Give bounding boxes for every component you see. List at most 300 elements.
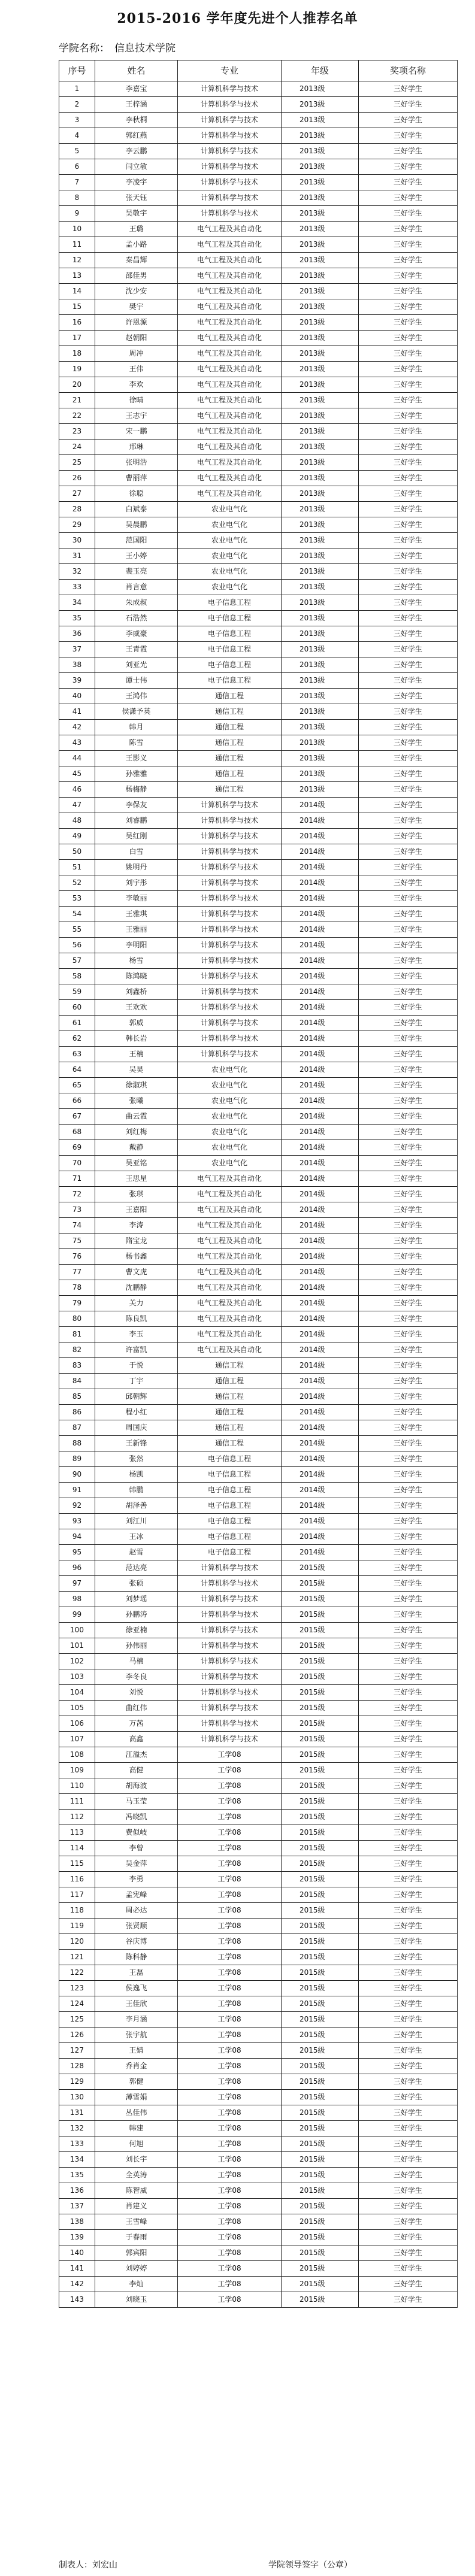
grade-cell: 2015级	[282, 2277, 359, 2292]
table-row	[59, 1794, 458, 1810]
table-row	[59, 1062, 458, 1078]
award-name-cell: 三好学生	[359, 751, 458, 766]
major-cell: 电子信息工程	[178, 1514, 282, 1529]
award-name-cell: 三好学生	[359, 2292, 458, 2308]
award-name-cell: 三好学生	[359, 1187, 458, 1202]
student-name-cell: 李欢	[95, 377, 178, 393]
table-row	[59, 657, 458, 673]
award-name-cell: 三好学生	[359, 1327, 458, 1342]
grade-cell: 2014级	[282, 1062, 359, 1078]
grade-cell: 2013级	[282, 782, 359, 798]
row-no-cell: 71	[59, 1171, 95, 1187]
row-no-cell: 8	[59, 190, 95, 206]
table-row	[59, 1841, 458, 1856]
award-name-cell: 三好学生	[359, 580, 458, 595]
table-row	[59, 548, 458, 564]
award-name-cell: 三好学生	[359, 2043, 458, 2059]
award-name-cell: 三好学生	[359, 1763, 458, 1778]
row-no-cell: 142	[59, 2277, 95, 2292]
major-cell: 计算机科学与技术	[178, 875, 282, 891]
table-body	[59, 81, 458, 2308]
award-name-cell: 三好学生	[359, 1856, 458, 1872]
row-no-cell: 56	[59, 938, 95, 953]
major-cell: 电气工程及其自动化	[178, 1218, 282, 1234]
award-name-cell: 三好学生	[359, 159, 458, 175]
major-cell: 电气工程及其自动化	[178, 346, 282, 362]
row-no-cell: 85	[59, 1389, 95, 1405]
student-name-cell: 赵朝阳	[95, 331, 178, 346]
major-cell: 电气工程及其自动化	[178, 471, 282, 486]
major-cell: 计算机科学与技术	[178, 1560, 282, 1576]
grade-cell: 2013级	[282, 533, 359, 548]
student-name-cell: 马玉莹	[95, 1794, 178, 1810]
award-name-cell: 三好学生	[359, 331, 458, 346]
row-no-cell: 128	[59, 2059, 95, 2074]
student-name-cell: 王思星	[95, 1171, 178, 1187]
grade-cell: 2013级	[282, 408, 359, 424]
row-no-cell: 33	[59, 580, 95, 595]
header-grade: 年级	[282, 60, 359, 81]
recommendation-table	[59, 60, 458, 2308]
grade-cell: 2015级	[282, 1965, 359, 1981]
student-name-cell: 王雅丽	[95, 922, 178, 938]
table-row	[59, 206, 458, 222]
major-cell: 通信工程	[178, 1405, 282, 1420]
student-name-cell: 邵佳男	[95, 268, 178, 284]
table-row	[59, 502, 458, 517]
award-name-cell: 三好学生	[359, 1810, 458, 1825]
grade-cell: 2015级	[282, 2090, 359, 2105]
row-no-cell: 125	[59, 2012, 95, 2028]
award-name-cell: 三好学生	[359, 1981, 458, 1996]
major-cell: 计算机科学与技术	[178, 969, 282, 984]
table-row	[59, 299, 458, 315]
award-name-cell: 三好学生	[359, 626, 458, 642]
table-row	[59, 860, 458, 875]
award-name-cell: 三好学生	[359, 190, 458, 206]
grade-cell: 2013级	[282, 502, 359, 517]
header-award: 奖项名称	[359, 60, 458, 81]
major-cell: 电气工程及其自动化	[178, 1249, 282, 1265]
row-no-cell: 87	[59, 1420, 95, 1436]
major-cell: 工学08	[178, 2277, 282, 2292]
student-name-cell: 高鑫	[95, 1732, 178, 1747]
table-row	[59, 1560, 458, 1576]
row-no-cell: 115	[59, 1856, 95, 1872]
student-name-cell: 韩鹏	[95, 1483, 178, 1498]
row-no-cell: 24	[59, 440, 95, 455]
row-no-cell: 47	[59, 798, 95, 813]
grade-cell: 2015级	[282, 1872, 359, 1887]
award-name-cell: 三好学生	[359, 1654, 458, 1669]
major-cell: 工学08	[178, 1934, 282, 1950]
grade-cell: 2014级	[282, 1420, 359, 1436]
row-no-cell: 74	[59, 1218, 95, 1234]
major-cell: 工学08	[178, 2152, 282, 2168]
table-row	[59, 113, 458, 128]
student-name-cell: 石浩然	[95, 611, 178, 626]
award-name-cell: 三好学生	[359, 393, 458, 408]
award-name-cell: 三好学生	[359, 829, 458, 844]
award-name-cell: 三好学生	[359, 237, 458, 253]
grade-cell: 2014级	[282, 1545, 359, 1560]
student-name-cell: 范国阳	[95, 533, 178, 548]
student-name-cell: 刘睿鹏	[95, 813, 178, 829]
student-name-cell: 吴敬宇	[95, 206, 178, 222]
row-no-cell: 135	[59, 2168, 95, 2183]
major-cell: 计算机科学与技术	[178, 1669, 282, 1685]
row-no-cell: 7	[59, 175, 95, 190]
grade-cell: 2015级	[282, 1716, 359, 1732]
table-row	[59, 1763, 458, 1778]
grade-cell: 2014级	[282, 1078, 359, 1093]
major-cell: 农业电气化	[178, 1140, 282, 1156]
table-row	[59, 1451, 458, 1467]
award-name-cell: 三好学生	[359, 875, 458, 891]
major-cell: 电气工程及其自动化	[178, 1202, 282, 1218]
student-name-cell: 徐晴	[95, 393, 178, 408]
award-name-cell: 三好学生	[359, 1047, 458, 1062]
major-cell: 电子信息工程	[178, 626, 282, 642]
award-name-cell: 三好学生	[359, 253, 458, 268]
grade-cell: 2014级	[282, 1249, 359, 1265]
row-no-cell: 58	[59, 969, 95, 984]
row-no-cell: 133	[59, 2136, 95, 2152]
major-cell: 计算机科学与技术	[178, 113, 282, 128]
grade-cell: 2015级	[282, 2183, 359, 2199]
grade-cell: 2014级	[282, 938, 359, 953]
grade-cell: 2014级	[282, 1234, 359, 1249]
table-row	[59, 1950, 458, 1965]
table-row	[59, 1856, 458, 1872]
row-no-cell: 37	[59, 642, 95, 657]
row-no-cell: 83	[59, 1358, 95, 1374]
major-cell: 计算机科学与技术	[178, 206, 282, 222]
student-name-cell: 范达亮	[95, 1560, 178, 1576]
row-no-cell: 39	[59, 673, 95, 689]
table-row	[59, 1109, 458, 1125]
student-name-cell: 沈少安	[95, 284, 178, 299]
student-name-cell: 刘宇彤	[95, 875, 178, 891]
major-cell: 工学08	[178, 1825, 282, 1841]
award-name-cell: 三好学生	[359, 1171, 458, 1187]
student-name-cell: 孙伟丽	[95, 1638, 178, 1654]
grade-cell: 2013级	[282, 595, 359, 611]
grade-cell: 2014级	[282, 1047, 359, 1062]
student-name-cell: 张宇航	[95, 2028, 178, 2043]
major-cell: 工学08	[178, 2245, 282, 2261]
table-row	[59, 97, 458, 113]
row-no-cell: 40	[59, 689, 95, 704]
award-name-cell: 三好学生	[359, 1436, 458, 1451]
major-cell: 电子信息工程	[178, 611, 282, 626]
student-name-cell: 刘悦	[95, 1685, 178, 1701]
table-row	[59, 1249, 458, 1265]
grade-cell: 2015级	[282, 1576, 359, 1592]
student-name-cell: 费似岐	[95, 1825, 178, 1841]
grade-cell: 2015级	[282, 1701, 359, 1716]
grade-cell: 2015级	[282, 1560, 359, 1576]
award-name-cell: 三好学生	[359, 642, 458, 657]
table-row	[59, 81, 458, 97]
award-name-cell: 三好学生	[359, 1389, 458, 1405]
grade-cell: 2014级	[282, 969, 359, 984]
table-row	[59, 2261, 458, 2277]
major-cell: 电气工程及其自动化	[178, 393, 282, 408]
table-row	[59, 533, 458, 548]
award-name-cell: 三好学生	[359, 1249, 458, 1265]
major-cell: 计算机科学与技术	[178, 1000, 282, 1016]
header-no: 序号	[59, 60, 95, 81]
student-name-cell: 吴红刚	[95, 829, 178, 844]
award-name-cell: 三好学生	[359, 315, 458, 331]
table-row	[59, 1810, 458, 1825]
table-row	[59, 829, 458, 844]
table-row	[59, 1171, 458, 1187]
grade-cell: 2013级	[282, 564, 359, 580]
row-no-cell: 116	[59, 1872, 95, 1887]
row-no-cell: 107	[59, 1732, 95, 1747]
award-name-cell: 三好学生	[359, 424, 458, 440]
row-no-cell: 5	[59, 144, 95, 159]
row-no-cell: 63	[59, 1047, 95, 1062]
table-row	[59, 2136, 458, 2152]
table-row	[59, 766, 458, 782]
row-no-cell: 17	[59, 331, 95, 346]
student-name-cell: 韩月	[95, 720, 178, 735]
student-name-cell: 许恩源	[95, 315, 178, 331]
row-no-cell: 137	[59, 2199, 95, 2214]
student-name-cell: 关力	[95, 1296, 178, 1311]
student-name-cell: 徐亚楠	[95, 1623, 178, 1638]
table-header-row	[59, 60, 458, 81]
grade-cell: 2015级	[282, 2230, 359, 2245]
major-cell: 工学08	[178, 1778, 282, 1794]
award-name-cell: 三好学生	[359, 2199, 458, 2214]
major-cell: 工学08	[178, 2121, 282, 2136]
grade-cell: 2013级	[282, 704, 359, 720]
grade-cell: 2015级	[282, 1887, 359, 1903]
major-cell: 工学08	[178, 1810, 282, 1825]
major-cell: 电气工程及其自动化	[178, 362, 282, 377]
major-cell: 工学08	[178, 1996, 282, 2012]
grade-cell: 2015级	[282, 2199, 359, 2214]
major-cell: 工学08	[178, 1919, 282, 1934]
student-name-cell: 孙鹏涛	[95, 1607, 178, 1623]
table-row	[59, 190, 458, 206]
award-name-cell: 三好学生	[359, 2214, 458, 2230]
student-name-cell: 张天钰	[95, 190, 178, 206]
table-row	[59, 922, 458, 938]
major-cell: 通信工程	[178, 704, 282, 720]
award-name-cell: 三好学生	[359, 1778, 458, 1794]
grade-cell: 2014级	[282, 798, 359, 813]
student-name-cell: 王楠	[95, 1047, 178, 1062]
grade-cell: 2013级	[282, 362, 359, 377]
table-row	[59, 2121, 458, 2136]
row-no-cell: 108	[59, 1747, 95, 1763]
student-name-cell: 肖建义	[95, 2199, 178, 2214]
table-row	[59, 1311, 458, 1327]
table-row	[59, 1420, 458, 1436]
row-no-cell: 35	[59, 611, 95, 626]
row-no-cell: 138	[59, 2214, 95, 2230]
grade-cell: 2015级	[282, 1747, 359, 1763]
student-name-cell: 曲云霞	[95, 1109, 178, 1125]
student-name-cell: 谷庆博	[95, 1934, 178, 1950]
grade-cell: 2014级	[282, 1016, 359, 1031]
major-cell: 农业电气化	[178, 1093, 282, 1109]
row-no-cell: 86	[59, 1405, 95, 1420]
award-name-cell: 三好学生	[359, 1016, 458, 1031]
header-major: 专业	[178, 60, 282, 81]
table-row	[59, 1701, 458, 1716]
table-row	[59, 1000, 458, 1016]
major-cell: 工学08	[178, 1903, 282, 1919]
student-name-cell: 张硕	[95, 1576, 178, 1592]
major-cell: 计算机科学与技术	[178, 159, 282, 175]
award-name-cell: 三好学生	[359, 1732, 458, 1747]
grade-cell: 2015级	[282, 2059, 359, 2074]
award-name-cell: 三好学生	[359, 2121, 458, 2136]
student-name-cell: 刘红梅	[95, 1125, 178, 1140]
student-name-cell: 白斌泰	[95, 502, 178, 517]
table-row	[59, 517, 458, 533]
award-name-cell: 三好学生	[359, 1483, 458, 1498]
award-name-cell: 三好学生	[359, 1825, 458, 1841]
grade-cell: 2013级	[282, 393, 359, 408]
major-cell: 电子信息工程	[178, 642, 282, 657]
award-name-cell: 三好学生	[359, 268, 458, 284]
award-name-cell: 三好学生	[359, 2230, 458, 2245]
major-cell: 计算机科学与技术	[178, 813, 282, 829]
award-name-cell: 三好学生	[359, 720, 458, 735]
grade-cell: 2013级	[282, 253, 359, 268]
major-cell: 工学08	[178, 1965, 282, 1981]
award-name-cell: 三好学生	[359, 1887, 458, 1903]
major-cell: 工学08	[178, 2059, 282, 2074]
major-cell: 农业电气化	[178, 502, 282, 517]
row-no-cell: 136	[59, 2183, 95, 2199]
table-row	[59, 1887, 458, 1903]
student-name-cell: 王欢欢	[95, 1000, 178, 1016]
row-no-cell: 9	[59, 206, 95, 222]
award-name-cell: 三好学生	[359, 657, 458, 673]
table-row	[59, 2230, 458, 2245]
major-cell: 计算机科学与技术	[178, 844, 282, 860]
major-cell: 计算机科学与技术	[178, 1576, 282, 1592]
row-no-cell: 52	[59, 875, 95, 891]
grade-cell: 2013级	[282, 626, 359, 642]
row-no-cell: 59	[59, 984, 95, 1000]
major-cell: 农业电气化	[178, 548, 282, 564]
major-cell: 计算机科学与技术	[178, 922, 282, 938]
table-row	[59, 268, 458, 284]
row-no-cell: 143	[59, 2292, 95, 2308]
table-row	[59, 1405, 458, 1420]
student-name-cell: 张贤顺	[95, 1919, 178, 1934]
table-row	[59, 938, 458, 953]
major-cell: 通信工程	[178, 1436, 282, 1451]
grade-cell: 2013级	[282, 346, 359, 362]
row-no-cell: 6	[59, 159, 95, 175]
award-name-cell: 三好学生	[359, 2277, 458, 2292]
student-name-cell: 陈智威	[95, 2183, 178, 2199]
award-name-cell: 三好学生	[359, 1872, 458, 1887]
table-row	[59, 1623, 458, 1638]
grade-cell: 2014级	[282, 1296, 359, 1311]
award-name-cell: 三好学生	[359, 2090, 458, 2105]
row-no-cell: 131	[59, 2105, 95, 2121]
major-cell: 计算机科学与技术	[178, 938, 282, 953]
major-cell: 计算机科学与技术	[178, 798, 282, 813]
row-no-cell: 122	[59, 1965, 95, 1981]
student-name-cell: 吴昊	[95, 1062, 178, 1078]
row-no-cell: 130	[59, 2090, 95, 2105]
row-no-cell: 31	[59, 548, 95, 564]
major-cell: 工学08	[178, 2199, 282, 2214]
student-name-cell: 吴金萍	[95, 1856, 178, 1872]
major-cell: 电子信息工程	[178, 1483, 282, 1498]
award-name-cell: 三好学生	[359, 1623, 458, 1638]
grade-cell: 2013级	[282, 144, 359, 159]
award-name-cell: 三好学生	[359, 1218, 458, 1234]
grade-cell: 2014级	[282, 1467, 359, 1483]
row-no-cell: 70	[59, 1156, 95, 1171]
major-cell: 工学08	[178, 2292, 282, 2308]
award-name-cell: 三好学生	[359, 1669, 458, 1685]
major-cell: 电气工程及其自动化	[178, 1342, 282, 1358]
student-name-cell: 刘梦瑶	[95, 1592, 178, 1607]
award-name-cell: 三好学生	[359, 471, 458, 486]
major-cell: 电子信息工程	[178, 1498, 282, 1514]
grade-cell: 2014级	[282, 1187, 359, 1202]
grade-cell: 2013级	[282, 377, 359, 393]
student-name-cell: 孟小路	[95, 237, 178, 253]
table-row	[59, 875, 458, 891]
major-cell: 工学08	[178, 2214, 282, 2230]
table-row	[59, 1467, 458, 1483]
major-cell: 电气工程及其自动化	[178, 455, 282, 471]
major-cell: 计算机科学与技术	[178, 175, 282, 190]
table-row	[59, 1140, 458, 1156]
table-row	[59, 1654, 458, 1669]
student-name-cell: 姚明丹	[95, 860, 178, 875]
major-cell: 工学08	[178, 2105, 282, 2121]
grade-cell: 2015级	[282, 1592, 359, 1607]
award-name-cell: 三好学生	[359, 938, 458, 953]
grade-cell: 2013级	[282, 159, 359, 175]
row-no-cell: 90	[59, 1467, 95, 1483]
award-name-cell: 三好学生	[359, 1093, 458, 1109]
award-name-cell: 三好学生	[359, 1560, 458, 1576]
table-row	[59, 408, 458, 424]
student-name-cell: 侯潇予英	[95, 704, 178, 720]
row-no-cell: 84	[59, 1374, 95, 1389]
grade-cell: 2015级	[282, 1810, 359, 1825]
row-no-cell: 140	[59, 2245, 95, 2261]
major-cell: 电子信息工程	[178, 1529, 282, 1545]
table-row	[59, 1685, 458, 1701]
major-cell: 农业电气化	[178, 517, 282, 533]
row-no-cell: 21	[59, 393, 95, 408]
award-name-cell: 三好学生	[359, 1374, 458, 1389]
table-row	[59, 1919, 458, 1934]
row-no-cell: 45	[59, 766, 95, 782]
award-name-cell: 三好学生	[359, 2245, 458, 2261]
table-row	[59, 1996, 458, 2012]
row-no-cell: 95	[59, 1545, 95, 1560]
